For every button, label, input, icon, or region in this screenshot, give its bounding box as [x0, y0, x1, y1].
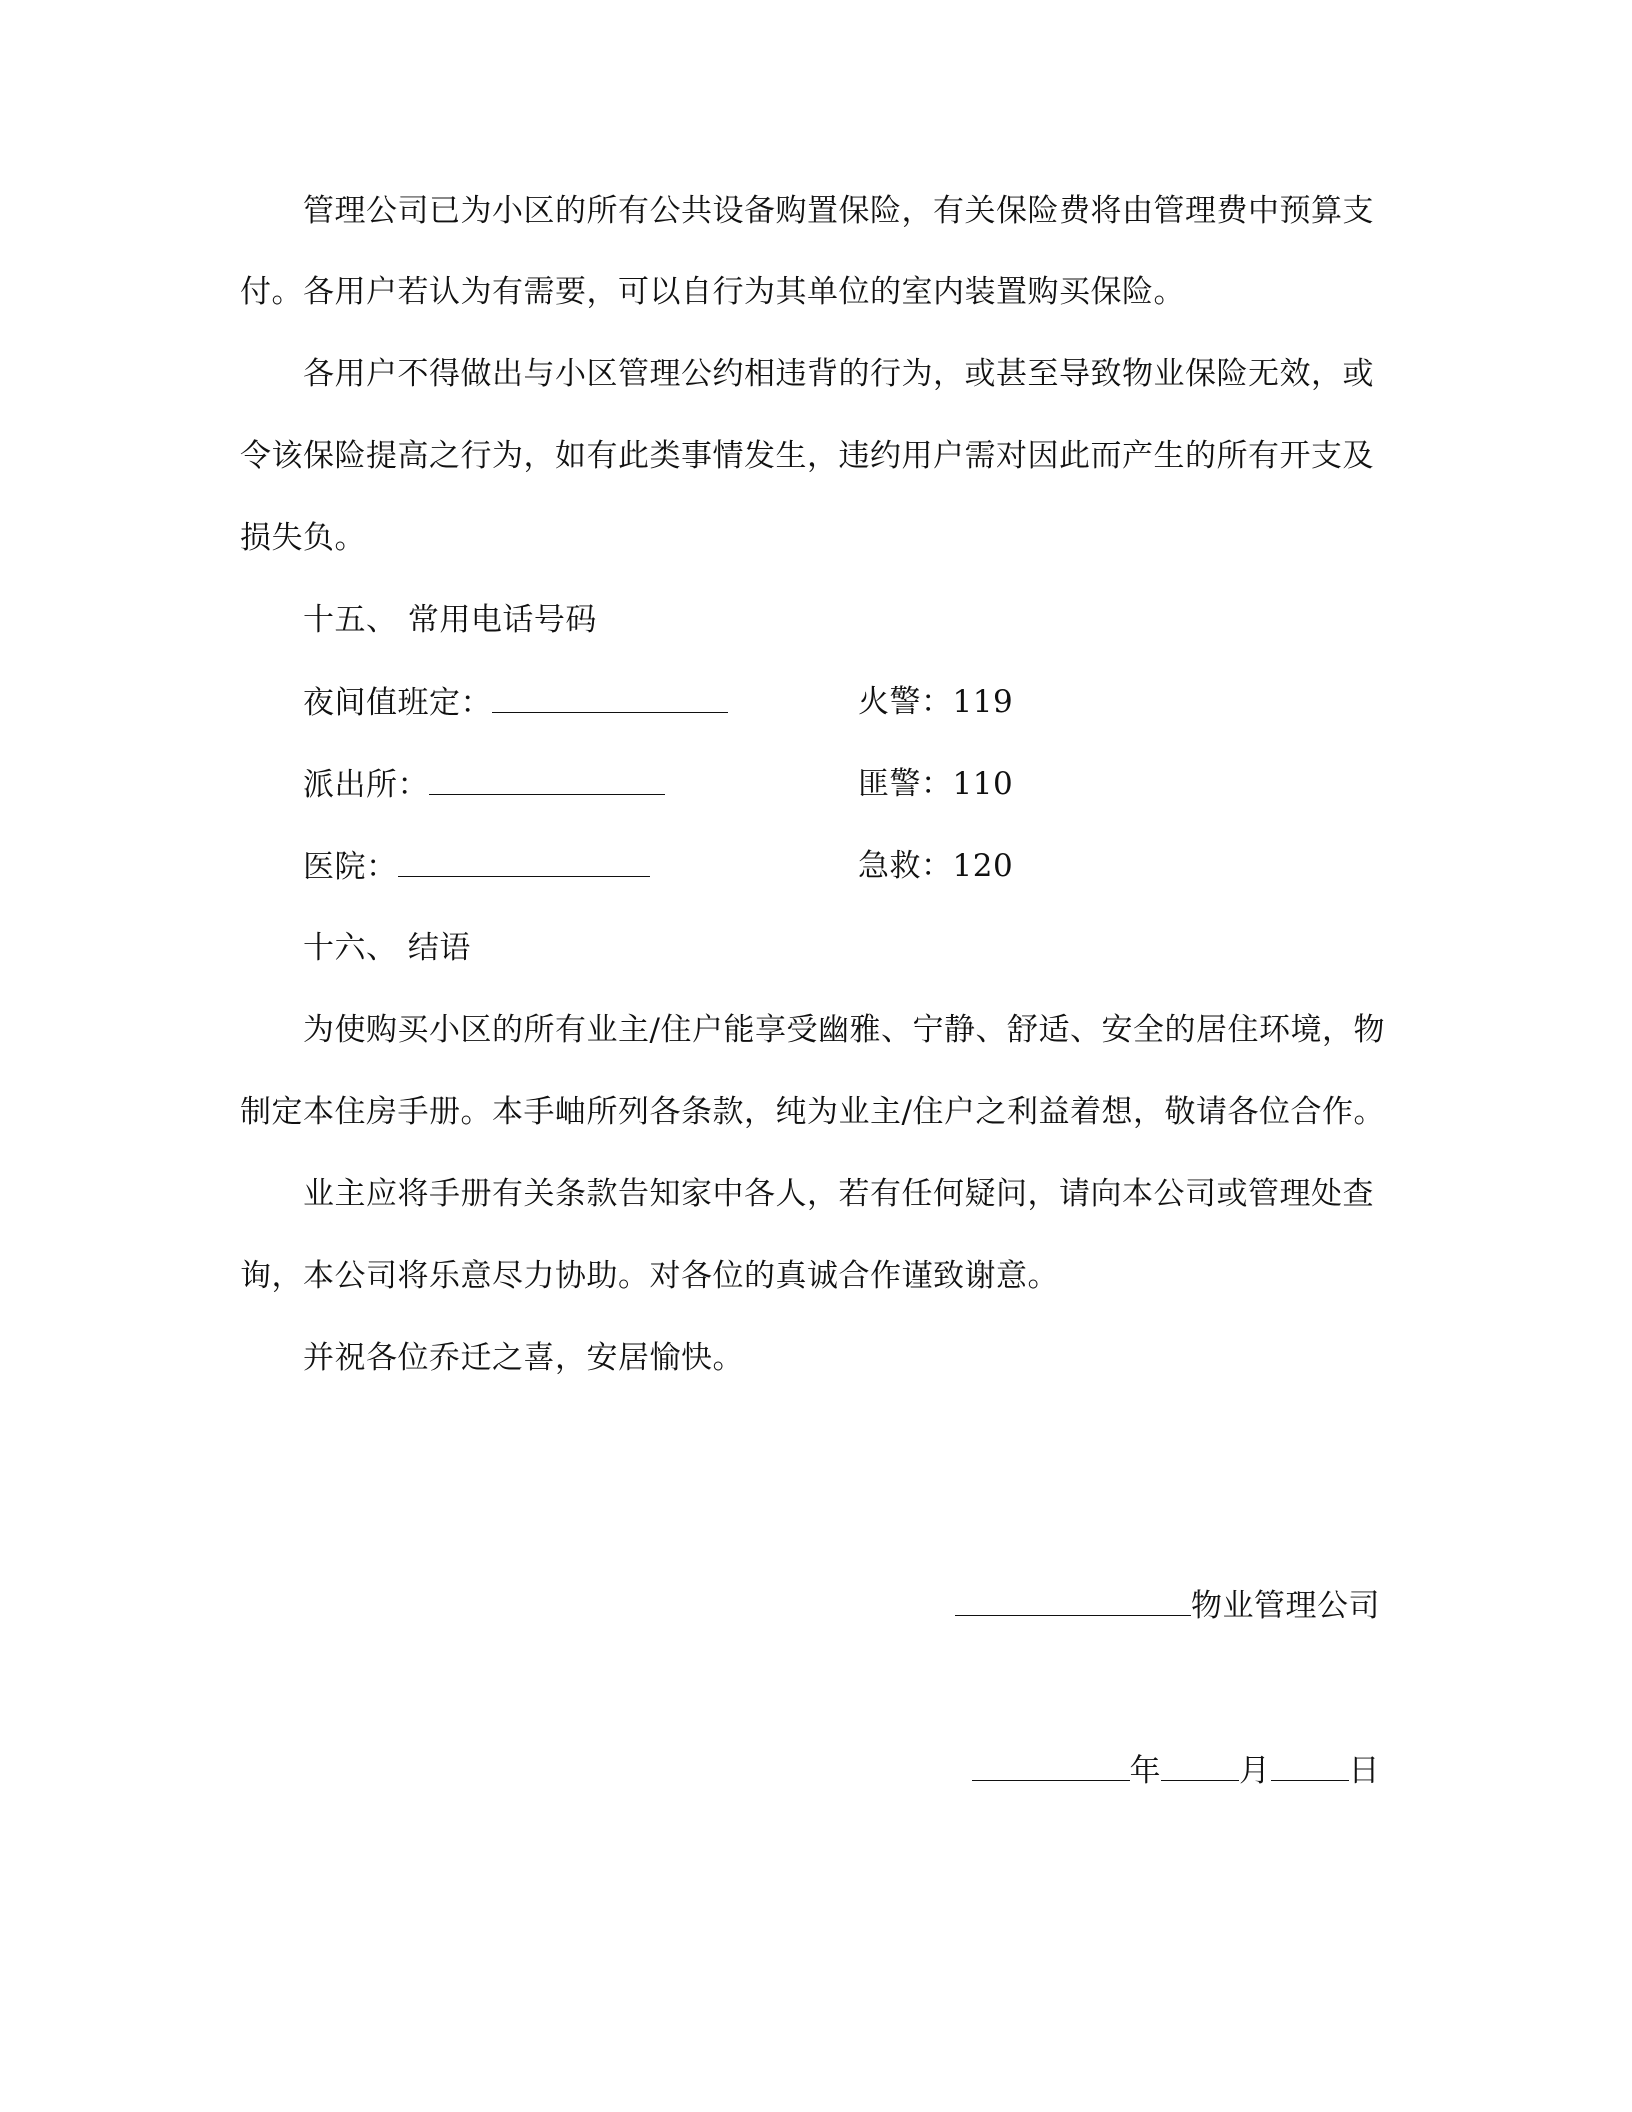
paragraph-conduct-line-1: 各用户不得做出与小区管理公约相违背的行为，或甚至导致物业保险无效，或: [303, 356, 1374, 392]
signature-date: [972, 1750, 1381, 1791]
police-alarm-number: 匪警：110: [858, 766, 1014, 802]
phone-row-police-station: [303, 764, 1403, 805]
day-blank: [1271, 1750, 1349, 1781]
month-blank: [1161, 1750, 1239, 1781]
paragraph-insurance-line-1: 管理公司已为小区的所有公共设备购置保险，有关保险费将由管理费中预算支: [303, 193, 1374, 229]
month-label: 月: [1239, 1753, 1271, 1789]
police-station-label: 派出所：: [303, 767, 429, 803]
conclusion-line-4: 询，本公司将乐意尽力协助。对各位的真诚合作谨致谢意。: [240, 1258, 1059, 1294]
conclusion-line-3: 业主应将手册有关条款告知家中各人，若有任何疑问，请向本公司或管理处查: [303, 1176, 1374, 1212]
year-label: 年: [1129, 1753, 1161, 1789]
company-suffix: 物业管理公司: [1191, 1588, 1380, 1624]
fire-alarm-number: 火警：119: [858, 684, 1014, 720]
section-16-heading: 十六、 结语: [303, 930, 471, 966]
night-duty-label: 夜间值班定：: [303, 685, 492, 721]
paragraph-insurance-line-2: 付。各用户若认为有需要，可以自行为其单位的室内装置购买保险。: [240, 274, 1185, 310]
conclusion-line-1: 为使购买小区的所有业主/住户能享受幽雅、宁静、舒适、安全的居住环境，物: [303, 1012, 1385, 1048]
paragraph-conduct-line-2: 令该保险提高之行为，如有此类事情发生，违约用户需对因此而产生的所有开支及: [240, 438, 1374, 474]
signature-company: [955, 1585, 1380, 1626]
police-station-blank: [429, 764, 665, 795]
conclusion-line-5: 并祝各位乔迁之喜，安居愉快。: [303, 1340, 744, 1376]
phone-row-night-duty: [303, 682, 1403, 723]
year-blank: [972, 1750, 1130, 1781]
phone-row-hospital: [303, 846, 1403, 887]
company-name-blank: [955, 1585, 1191, 1616]
conclusion-line-2: 制定本住房手册。本手岫所列各条款，纯为业主/住户之利益着想，敬请各位合作。: [240, 1094, 1385, 1130]
ambulance-number: 急救：120: [858, 848, 1014, 884]
hospital-blank: [398, 846, 650, 877]
hospital-label: 医院：: [303, 849, 398, 885]
section-15-heading: 十五、 常用电话号码: [303, 602, 597, 638]
paragraph-conduct-line-3: 损失负。: [240, 520, 366, 556]
day-label: 日: [1348, 1753, 1380, 1789]
night-duty-blank: [492, 682, 728, 713]
